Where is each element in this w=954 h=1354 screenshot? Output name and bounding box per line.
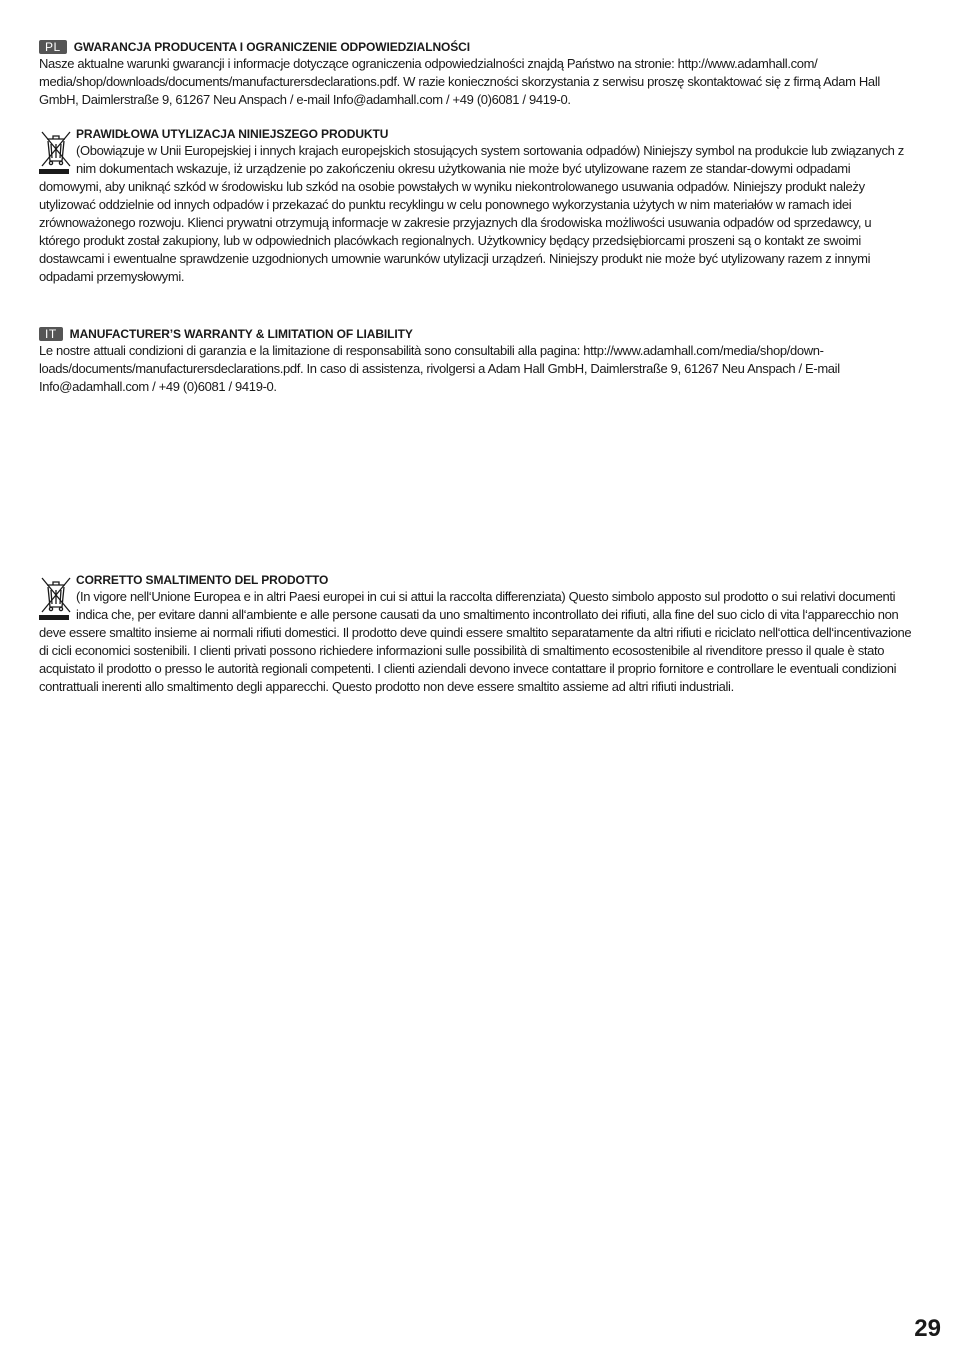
weee-crossed-bin-icon bbox=[39, 127, 73, 177]
section-body: (Obowiązuje w Unii Europejskiej i innych krajach europejskich stosujących system sortowania odpadów) Niniejszy symbol na produkcie lub związanych z nim dokumentach wskazuje, iż urządzenie po zakończeniu okresu użytkowania nie może być utylizowane razem ze standar-dowymi odpadami domowymi, aby uniknąć szkód w środowisku lub szkód na osobie powstałych w wyniku niekontrolowanego usuwania odpadów. Niniejszy produkt należy utylizować oddzielnie od innych odpadów i przekazać do punktu recyklingu w celu ponownego wykorzystania użytych w nim materiałów w ramach idei zrównoważonego rozwoju. Klienci prywatni otrzymują informacje w zakresie przyjaznych dla środowiska możliwości usuwania odpadów od sprzedawcy, u którego produkt został zakupiony, lub w odpowiednich placówkach regionalnych. Użytkownicy będący przedsiębiorcami proszeni są o kontakt ze swoimi dostawcami i ewentualne sprawdzenie uzgodnionych umownie warunków utylizacji urządzeń. Niniejszy produkt nie może być utylizowany razem z innymi odpadami przemysłowymi. bbox=[39, 143, 904, 284]
section-heading: MANUFACTURER’S WARRANTY & LIMITATION OF LIABILITY bbox=[69, 327, 413, 341]
section-pl-disposal bbox=[39, 126, 915, 286]
weee-crossed-bin-icon bbox=[39, 573, 73, 623]
section-heading: PRAWIDŁOWA UTYLIZACJA NINIEJSZEGO PRODUKTU bbox=[76, 127, 389, 141]
language-badge-pl: PL bbox=[39, 40, 67, 54]
section-header bbox=[39, 39, 915, 55]
section-pl-warranty bbox=[39, 39, 915, 109]
language-badge-it: IT bbox=[39, 327, 63, 341]
section-body: Nasze aktualne warunki gwarancji i informacje dotyczące ograniczenia odpowiedzialności znajdą Państwo na stronie: http://www.adamhall.com/ media/shop/downloads/documents/manufacturersdeclarations.pdf. W razie konieczności skorzystania z serwisu proszę skontaktować się z firmą Adam Hall GmbH, Daimlerstraße 9, 61267 Neu Anspach / e-mail Info@adamhall.com / +49 (0)6081 / 9419-0. bbox=[39, 56, 880, 107]
section-heading: GWARANCJA PRODUCENTA I OGRANICZENIE ODPOWIEDZIALNOŚCI bbox=[73, 40, 470, 54]
section-body: (In vigore nell‘Unione Europea e in altri Paesi europei in cui si attui la raccolta differenziata) Questo simbolo apposto sul prodotto o sui relativi documenti indica che, per evitare danni all‘ambiente e alle persone causati da uno smaltimento incontrollato dei rifiuti, alla fine del suo ciclo di vita l‘apparecchio non deve essere smaltito insieme ai normali rifiuti domestici. Il prodotto deve quindi essere smaltito separatamente da altri rifiuti e riciclato nell‘ottica dell‘incentivazione di cicli economici sostenibili. I clienti privati possono richiedere informazioni sulle possibilità di smaltimento ecosostenibile al rivenditore presso il quale è stato acquistato il prodotto o presso le autorità regionali competenti. I clienti aziendali devono invece contattare il proprio fornitore e controllare le eventuali condizioni contrattuali inerenti allo smaltimento degli apparecchi. Questo prodotto non deve essere smaltito assieme ad altri rifiuti industriali. bbox=[39, 589, 912, 694]
section-heading: CORRETTO SMALTIMENTO DEL PRODOTTO bbox=[76, 573, 329, 587]
section-it-disposal bbox=[39, 572, 915, 696]
section-it-warranty bbox=[39, 326, 915, 396]
page-number: 29 bbox=[914, 1315, 941, 1342]
section-body: Le nostre attuali condizioni di garanzia e la limitazione di responsabilità sono consultabili alla pagina: http://www.adamhall.com/media/shop/down-loads/documents/manufacturersdeclarations.pdf. In caso di assistenza, rivolgersi a Adam Hall GmbH, Daimlerstraße 9, 61267 Neu Anspach / E-mail Info@adamhall.com / +49 (0)6081 / 9419-0. bbox=[39, 343, 840, 394]
section-header bbox=[39, 326, 915, 342]
